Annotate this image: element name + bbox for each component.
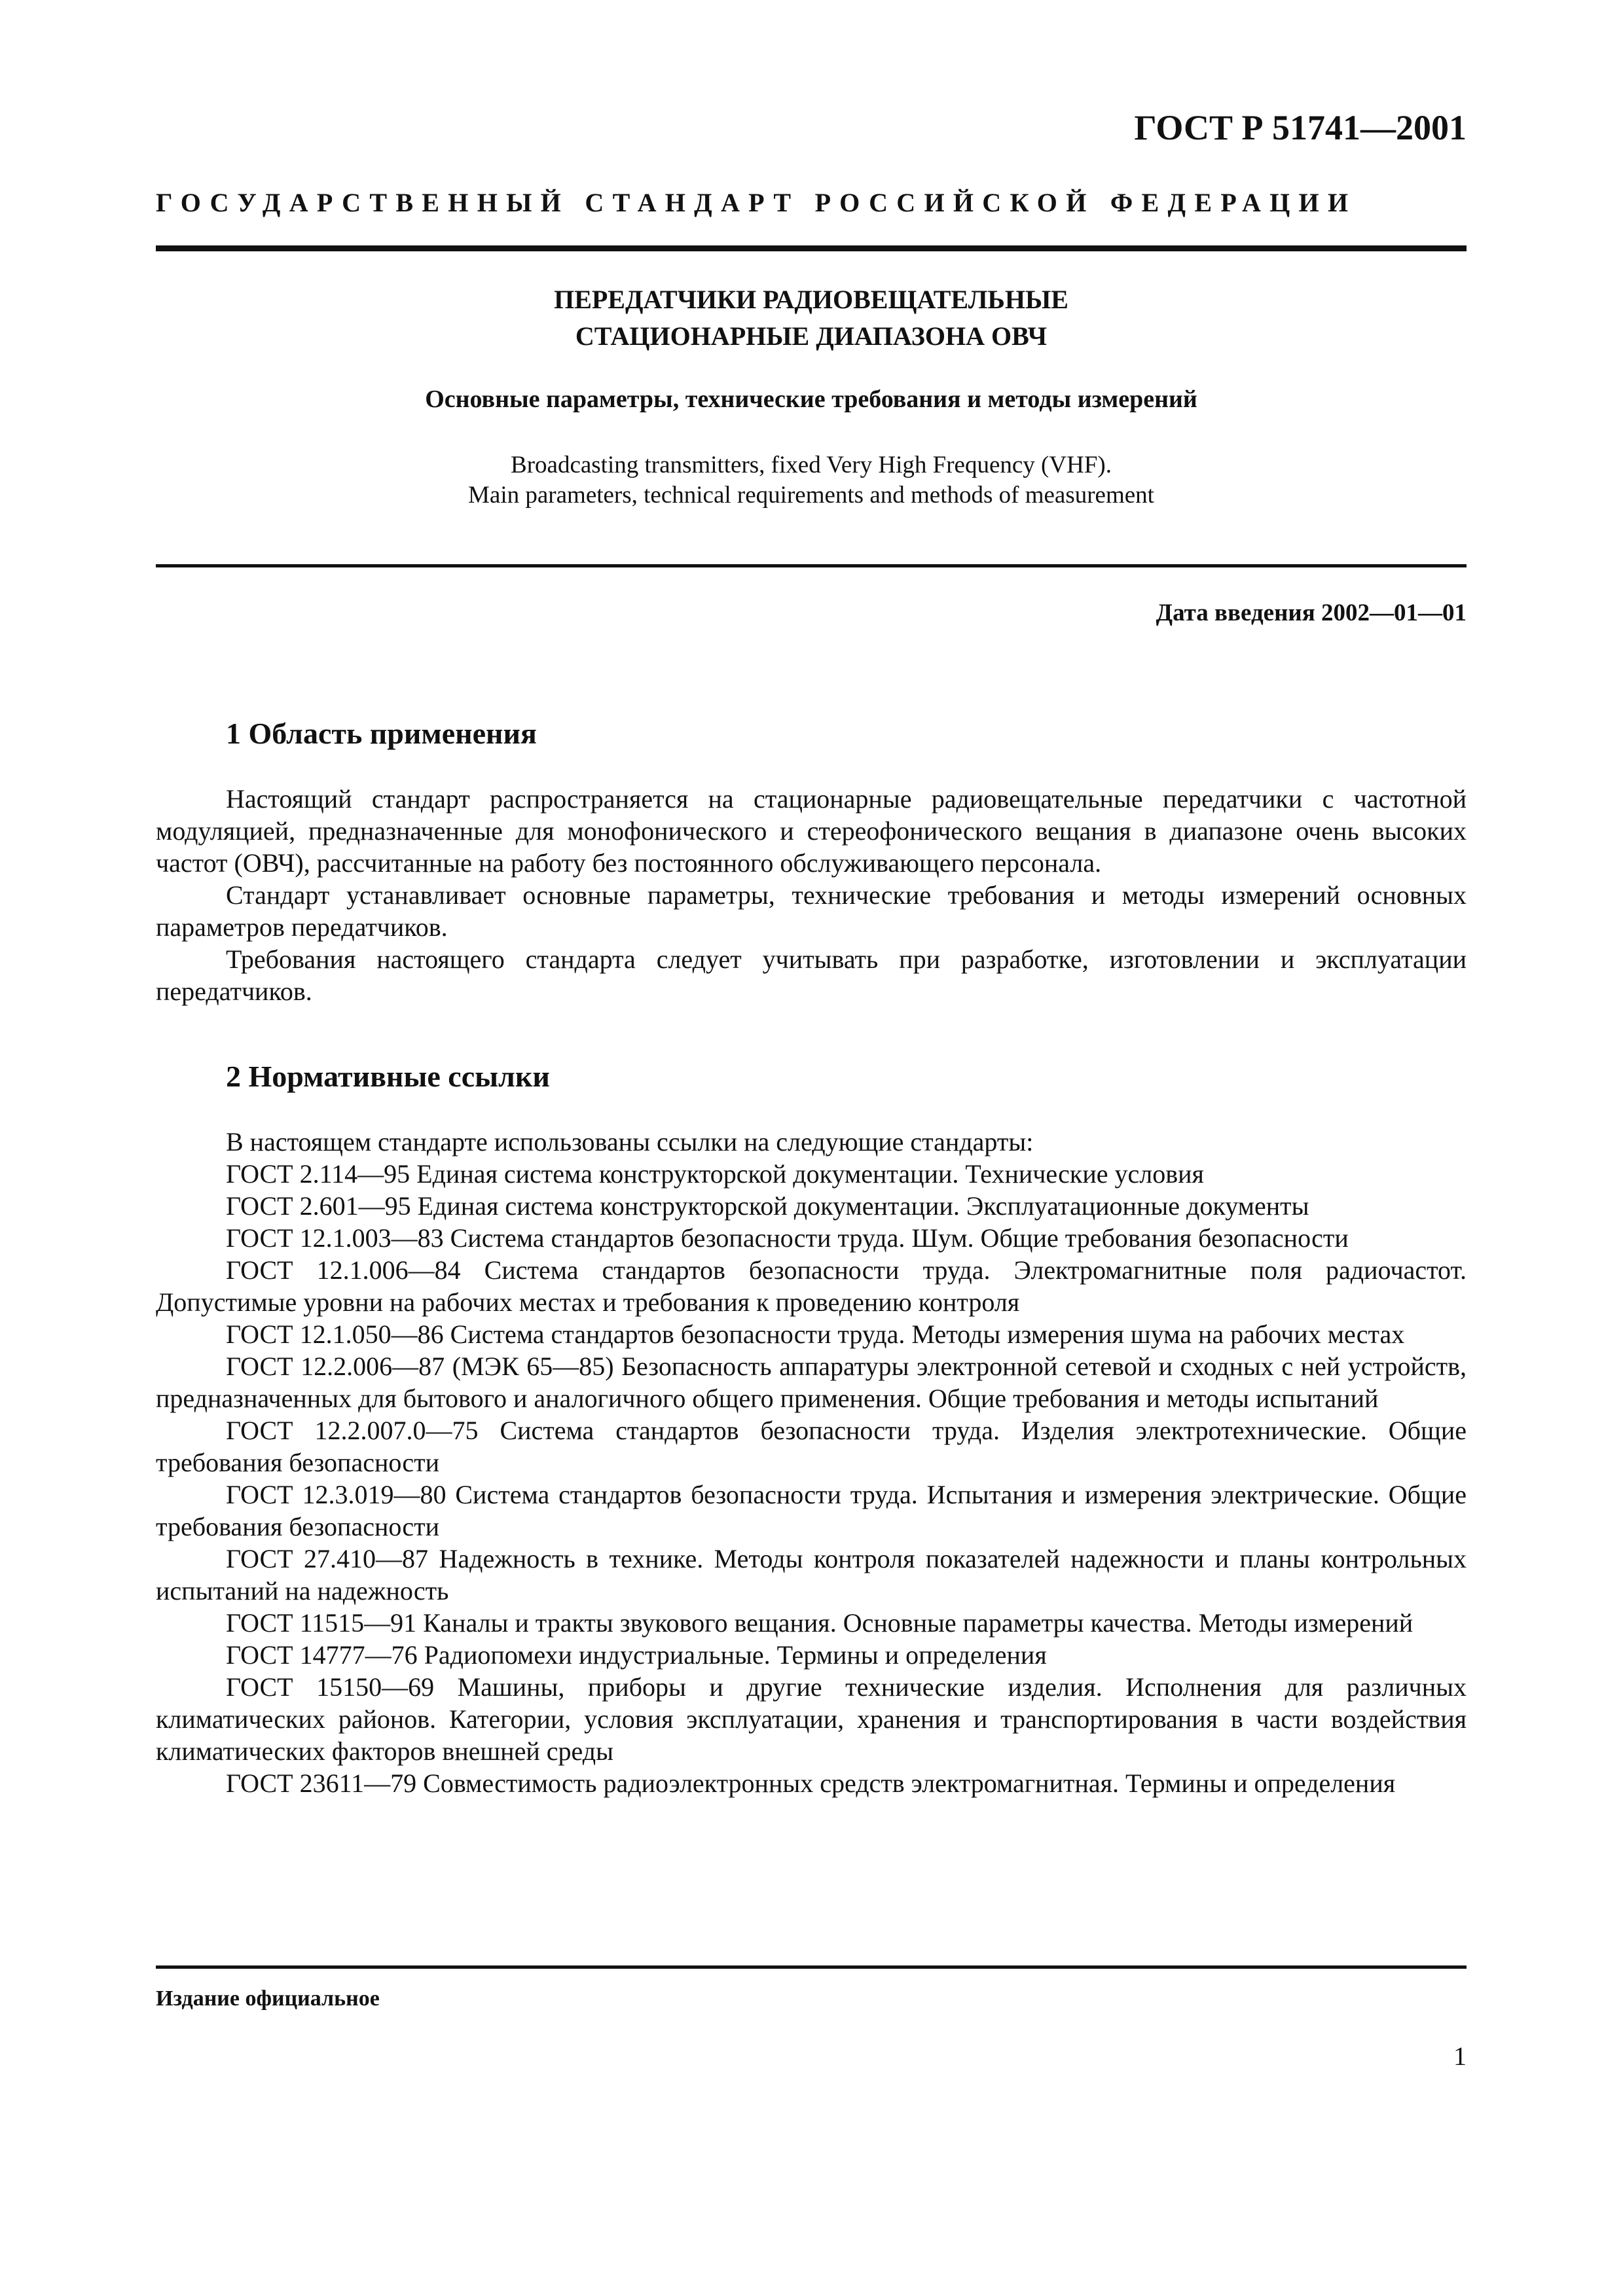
document-subtitle: Основные параметры, технические требования и методы измерений: [425, 386, 1197, 413]
reference-item: ГОСТ 12.2.007.0—75 Система стандартов безопасности труда. Изделия электротехнические. Общие требования безопасности: [156, 1416, 1467, 1477]
paragraph: Требования настоящего стандарта следует учитывать при разработке, изготовлении и эксплуатации передатчиков.: [156, 944, 1467, 1006]
section-1-heading: 1 Область применения: [226, 717, 537, 750]
paragraph: Стандарт устанавливает основные параметры, технические требования и методы измерений основных параметров передатчиков.: [156, 880, 1467, 942]
reference-item: ГОСТ 12.1.003—83 Система стандартов безопасности труда. Шум. Общие требования безопасности: [226, 1223, 1349, 1253]
reference-item: ГОСТ 12.1.006—84 Система стандартов безопасности труда. Электромагнитные поля радиочастот. Допустимые уровни на рабочих местах и требования к проведению контроля: [156, 1255, 1467, 1317]
reference-item: ГОСТ 2.601—95 Единая система конструкторской документации. Эксплуатационные документы: [226, 1191, 1309, 1221]
reference-item: ГОСТ 11515—91 Каналы и тракты звукового вещания. Основные параметры качества. Методы измерений: [226, 1608, 1413, 1638]
reference-item: ГОСТ 14777—76 Радиопомехи индустриальные. Термины и определения: [226, 1640, 1047, 1670]
section-2-heading: 2 Нормативные ссылки: [226, 1060, 550, 1093]
english-title: [156, 450, 1467, 511]
english-title-line-1: Broadcasting transmitters, fixed Very High Frequency (VHF).: [511, 452, 1112, 478]
reference-item: ГОСТ 12.3.019—80 Система стандартов безопасности труда. Испытания и измерения электрические. Общие требования безопасности: [156, 1480, 1467, 1541]
paragraph: В настоящем стандарте использованы ссылки на следующие стандарты:: [226, 1127, 1034, 1157]
reference-item: ГОСТ 15150—69 Машины, приборы и другие технические изделия. Исполнения для различных климатических районов. Категории, условия эксплуатации, хранения и транспортирования в части воздействия климатических факторов внешней среды: [156, 1672, 1467, 1766]
title-rule: [156, 564, 1467, 567]
footer-rule: [156, 1965, 1467, 1969]
standard-code: ГОСТ Р 51741—2001: [1134, 108, 1467, 147]
introduction-date: Дата введения 2002—01—01: [1156, 600, 1467, 626]
edition-label: Издание официальное: [156, 1986, 380, 2011]
page-number: 1: [1453, 2041, 1467, 2071]
reference-item: ГОСТ 27.410—87 Надежность в технике. Методы контроля показателей надежности и планы контрольных испытаний на надежность: [156, 1544, 1467, 1605]
document-title: [156, 281, 1467, 355]
reference-item: ГОСТ 12.2.006—87 (МЭК 65—85) Безопасность аппаратуры электронной сетевой и сходных с ней устройств, предназначенных для бытового и аналогичного общего применения. Общие требования и методы испытаний: [156, 1352, 1467, 1413]
reference-item: ГОСТ 23611—79 Совместимость радиоэлектронных средств электромагнитная. Термины и определения: [226, 1768, 1396, 1798]
state-standard-banner: ГОСУДАРСТВЕННЫЙ СТАНДАРТ РОССИЙСКОЙ ФЕДЕРАЦИИ: [156, 188, 1357, 217]
title-line-1: ПЕРЕДАТЧИКИ РАДИОВЕЩАТЕЛЬНЫЕ: [554, 285, 1068, 314]
section-2-body: [156, 1126, 1467, 1799]
section-1-body: [156, 783, 1467, 1007]
paragraph: Настоящий стандарт распространяется на стационарные радиовещательные передатчики с частотной модуляцией, предназначенные для монофонического и стереофонического вещания в диапазоне очень высоких частот (ОВЧ), рассчитанные на работу без постоянного обслуживающего персонала.: [156, 784, 1467, 878]
english-title-line-2: Main parameters, technical requirements and methods of measurement: [468, 482, 1154, 509]
reference-item: ГОСТ 12.1.050—86 Система стандартов безопасности труда. Методы измерения шума на рабочих местах: [226, 1319, 1405, 1349]
reference-item: ГОСТ 2.114—95 Единая система конструкторской документации. Технические условия: [226, 1159, 1204, 1189]
header-rule: [156, 245, 1467, 251]
title-line-2: СТАЦИОНАРНЫЕ ДИАПАЗОНА ОВЧ: [575, 321, 1048, 351]
